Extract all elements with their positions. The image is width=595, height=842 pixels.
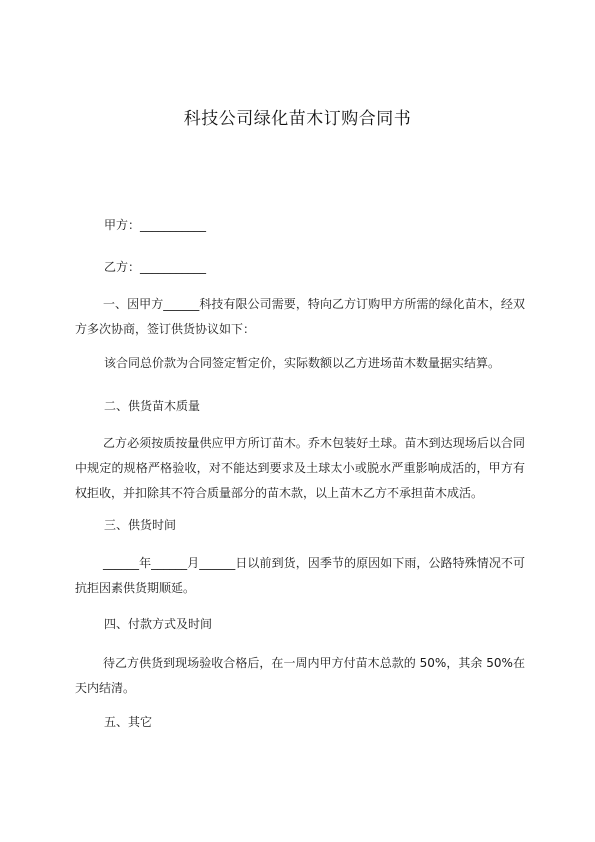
section-5-heading: 五、其它 — [104, 715, 153, 729]
section-3-line-2: 抗拒因素供货期顺延。 — [75, 581, 196, 595]
document-title: 科技公司绿化苗木订购合同书 — [183, 109, 412, 129]
section-3-paragraph — [75, 555, 525, 596]
section-4-heading: 四、付款方式及时间 — [104, 617, 213, 631]
section-4-line-2: 天内结清。 — [75, 681, 136, 695]
section-2-line-2: 中规定的规格严格验收，对不能达到要求及土球太小或脱水严重影响成活的，甲方有 — [75, 461, 525, 475]
price-clause: 该合同总价款为合同签定暂定价，实际数额以乙方进场苗木数量据实结算。 — [104, 356, 501, 370]
section-2-line-3: 权拒收，并扣除其不符合质量部分的苗木款，以上苗木乙方不承担苗木成活。 — [75, 486, 484, 500]
party-b-line: 乙方：___________ — [104, 260, 207, 274]
section-1-paragraph — [75, 296, 525, 337]
section-1-line-2: 方多次协商，签订供货协议如下： — [75, 322, 256, 336]
party-a-line: 甲方：___________ — [104, 218, 207, 232]
section-2-paragraph — [75, 435, 525, 501]
section-2-heading: 二、供货苗木质量 — [104, 399, 201, 413]
section-4-line-1: 待乙方供货到现场验收合格后，在一周内甲方付苗木总款的 50%，其余 50%在 — [103, 656, 525, 670]
section-2-line-1: 乙方必须按质按量供应甲方所订苗木。乔木包装好土球。苗木到达现场后以合同 — [103, 436, 525, 450]
section-1-line-1: 一、因甲方______科技有限公司需要，特向乙方订购甲方所需的绿化苗木，经双 — [103, 297, 525, 311]
section-3-heading: 三、供货时间 — [104, 518, 177, 532]
section-3-line-1: ______年______月______日以前到货，因季节的原因如下雨，公路特殊情况不可 — [103, 556, 525, 570]
section-4-paragraph — [75, 655, 525, 696]
